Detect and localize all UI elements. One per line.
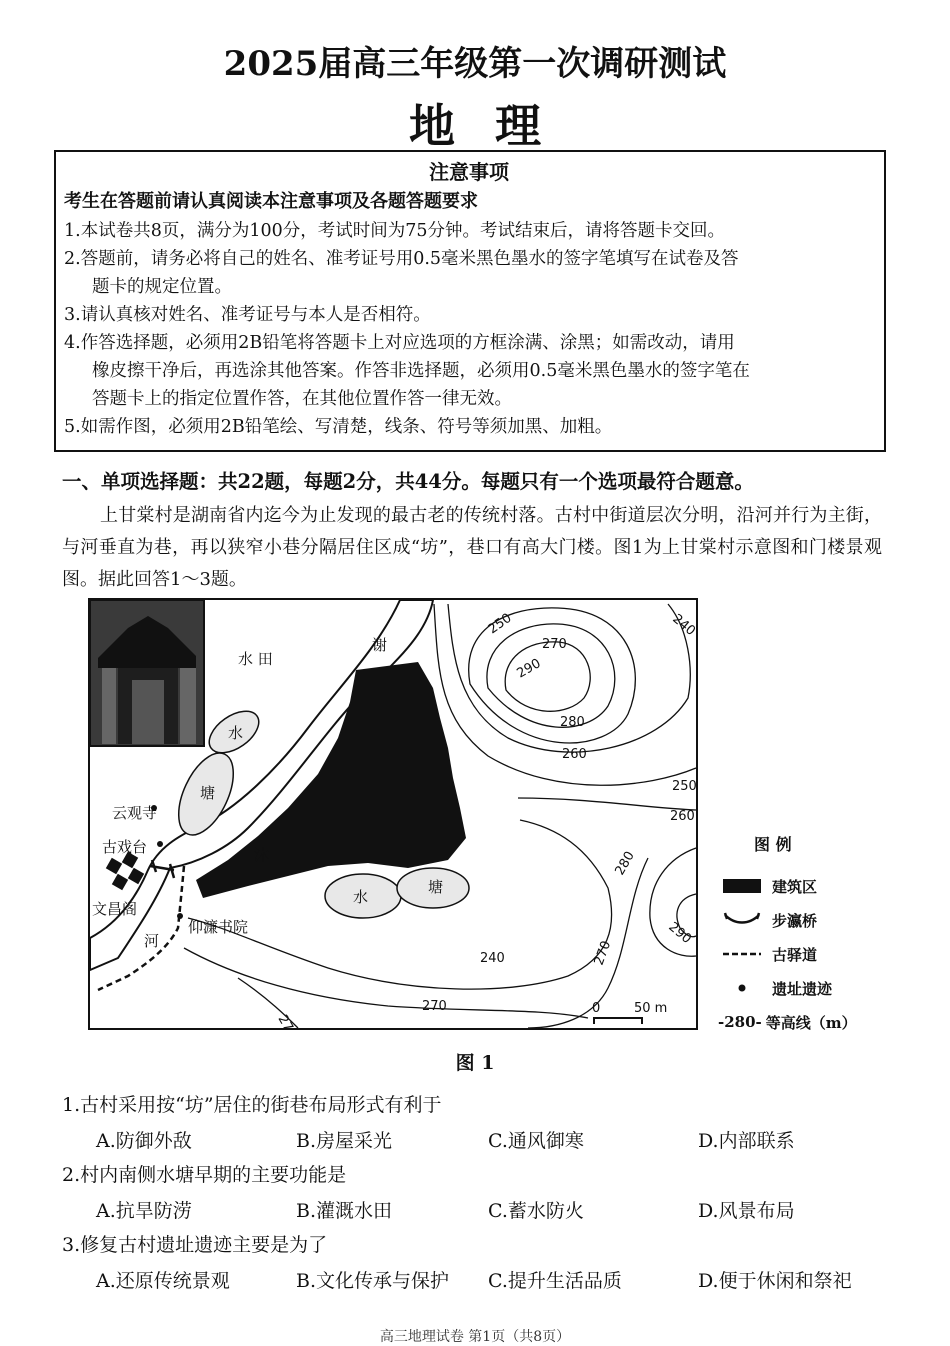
legend-row-site: 遗址遗迹 — [718, 971, 918, 1005]
q1-option-c: C.通风御寒 — [488, 1130, 584, 1152]
q2-option-a: A.抗旱防涝 — [96, 1200, 192, 1222]
bridge-icon — [718, 911, 766, 929]
village-map — [88, 598, 698, 1030]
notice-item-5: 5.如需作图，必须用2B铅笔绘、写清楚，线条、符号等须加黑、加粗。 — [64, 417, 613, 437]
label-river-b: 沐 — [254, 846, 270, 864]
notice-title: 注意事项 — [429, 160, 509, 184]
subject-title: 地理 — [409, 99, 581, 153]
notice-subtitle: 考生在答题前请认真阅读本注意事项及各题答题要求 — [64, 191, 478, 212]
contour-label: 240 — [669, 611, 698, 640]
section-heading: 一、单项选择题：共22题，每题2分，共44分。每题只有一个选项最符合题意。 — [62, 470, 754, 493]
label-stage: 古戏台 — [102, 838, 148, 856]
legend-row-bridge: 步瀛桥 — [718, 903, 918, 937]
q3-option-b: B.文化传承与保护 — [296, 1270, 450, 1292]
gate-tower-photo — [90, 600, 204, 746]
contour-label: 260 — [562, 747, 587, 762]
legend-row-building: 建筑区 — [718, 869, 918, 903]
map-legend — [718, 832, 918, 1039]
notice-box — [54, 150, 886, 452]
label-pond2-a: 水 — [353, 888, 369, 906]
q3-option-a: A.还原传统景观 — [96, 1270, 230, 1292]
notice-item-3: 3.请认真核对姓名、准考证号与本人是否相符。 — [64, 305, 431, 325]
legend-title: 图 例 — [754, 835, 792, 854]
legend-row-road: 古驿道 — [772, 945, 818, 964]
q1-option-b: B.房屋采光 — [296, 1130, 393, 1152]
site-dot-academy — [177, 913, 183, 919]
legend-row-contour: -280- 等高线（m） — [718, 1013, 857, 1032]
scale-label: 50 m — [634, 1001, 668, 1016]
contour-label: 250 — [485, 610, 515, 638]
q1-option-a: A.防御外敌 — [96, 1130, 192, 1152]
q1-option-d: D.内部联系 — [698, 1130, 795, 1152]
q3-option-d: D.便于休闲和祭祀 — [698, 1270, 852, 1292]
passage-text: 上甘棠村是湖南省内迄今为止发现的最古老的传统村落。古村中街道层次分明，沿河并行为主街，与河垂直为巷，再以狭窄小巷分隔居住区成“坊”，巷口有高大门楼。图1为上甘棠村示意图和门楼景观图。据此回答1～3题。 — [62, 505, 882, 590]
contour-label: 270 — [591, 938, 615, 968]
exam-title: 2025届高三年级第一次调研测试 — [223, 44, 727, 84]
question-3-stem: 3.修复古村遗址遗迹主要是为了 — [62, 1234, 328, 1256]
scale-zero: 0 — [592, 1001, 601, 1016]
label-river-a: 谢 — [372, 636, 388, 654]
page-footer: 高三地理试卷 第1页（共8页） — [379, 1329, 571, 1345]
contour-label: 280 — [612, 848, 638, 878]
label-river-c: 河 — [144, 932, 160, 950]
notice-item-2: 2.答题前，请务必将自己的姓名、准考证号用0.5毫米黑色墨水的签字笔填写在试卷及答 题卡的规定位置。 — [64, 249, 739, 297]
contour-label: 260 — [670, 809, 695, 824]
contour-label: 290 — [665, 919, 695, 948]
contour-label: 290 — [514, 656, 544, 682]
contour-label: 270 — [422, 999, 447, 1014]
contour-label: 250 — [672, 779, 697, 794]
q2-option-d: D.风景布局 — [698, 1200, 795, 1222]
contour-label: 280 — [560, 715, 585, 730]
label-pond1-b: 塘 — [200, 784, 216, 802]
notice-item-4: 4.作答选择题，必须用2B铅笔将答题卡上对应选项的方框涂满、涂黑；如需改动，请用 橡皮擦干净后，再选涂其他答案。作答非选择题，必须用0.5毫米黑色墨水的签字笔在 答题卡上的指定位置作答，在其他位置作答一律无效。 — [64, 333, 750, 409]
q3-option-c: C.提升生活品质 — [488, 1270, 622, 1292]
question-2-stem: 2.村内南侧水塘早期的主要功能是 — [62, 1164, 347, 1186]
contour-label: 240 — [480, 951, 505, 966]
contour-label: 270 — [274, 1012, 300, 1030]
label-pond2-b: 塘 — [428, 878, 444, 896]
contour-label: 270 — [542, 637, 567, 652]
question-1-stem: 1.古村采用按“坊”居住的街巷布局形式有利于 — [62, 1094, 442, 1116]
q2-option-b: B.灌溉水田 — [296, 1200, 393, 1222]
q2-option-c: C.蓄水防火 — [488, 1200, 584, 1222]
notice-item-1: 1.本试卷共8页，满分为100分，考试时间为75分钟。考试结束后，请将答题卡交回。 — [64, 221, 725, 241]
site-dot-stage — [157, 841, 163, 847]
label-pond1-a: 水 — [228, 724, 244, 742]
label-temple: 云观寺 — [112, 804, 158, 822]
figure-caption: 图 1 — [455, 1052, 495, 1074]
label-pavilion: 文昌阁 — [92, 900, 138, 918]
label-academy: 仰濂书院 — [188, 918, 249, 936]
label-paddy: 水 田 — [238, 650, 273, 668]
